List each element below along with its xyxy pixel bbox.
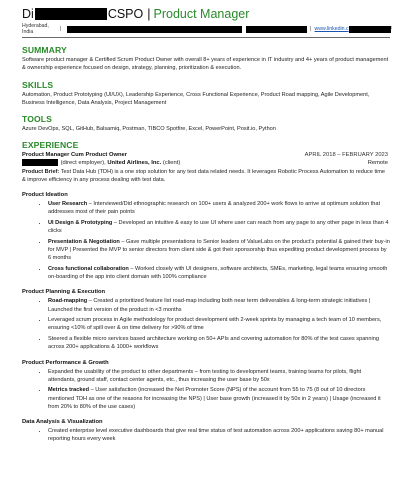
product-brief	[22, 168, 388, 185]
bullet-item	[48, 200, 390, 217]
bullet-item	[48, 368, 390, 385]
contact-pipe-1: |	[59, 26, 61, 32]
linkedin-tail: /	[390, 26, 393, 32]
contact-line	[22, 25, 392, 33]
client-name: United Airlines, Inc.	[107, 160, 162, 167]
job-title-header: Product Manager	[153, 7, 250, 21]
skills-heading: SKILLS	[22, 79, 54, 90]
bullet-list	[22, 368, 390, 412]
bullet-item	[48, 238, 390, 263]
group-heading: Product Planning & Execution	[22, 289, 106, 296]
bullet-item	[48, 386, 390, 411]
employer-line	[22, 159, 180, 166]
bullet-text: Expanded the usability of the product to other departments – from testing to development teams, training teams for pilots, flight attendants, ground staff, contact center agents, etc., thus increasing the user base by 50x	[48, 368, 362, 383]
bullet-text: Leveraged scrum process in Agile methodology for product development with 2-week sprints by managing a tech team of 10 members, ensuring <10% of spill over & on time delivery for >90% of time	[48, 317, 382, 332]
bullet-list	[22, 200, 390, 281]
summary-text: Software product manager & Certified Scrum Product Owner with overall 8+ years of experience in IT industry and 4+ years of product management & ownership experience focused on design, strategy, planning, prioritization & execution.	[22, 57, 389, 72]
brief-label: Product Brief:	[22, 168, 60, 175]
summary-heading: SUMMARY	[22, 45, 67, 55]
bullet-item	[48, 427, 390, 444]
skills-text: Automation, Product Prototyping (UI/UX), Leadership Experience, Cross Functional Experience, Product Road mapping, Agile Development, Business Intelligence, Data Analysis, Project Management	[22, 91, 370, 106]
employer-suffix: (client)	[162, 160, 181, 167]
bullet-list	[22, 297, 390, 351]
job-header	[22, 152, 388, 158]
job-title: Product Manager Cum Product Owner	[22, 152, 128, 159]
group-heading: Data Analysis & Visualization	[22, 419, 103, 426]
bullet-text: Created enterprise level executive dashboards that give real time status of test automation across 200+ applications saving 80+ manual reporting hours every week	[48, 428, 384, 443]
experience-groups	[22, 192, 392, 444]
bullet-lead: User Research	[48, 201, 88, 208]
location-text: Hyderabad, India	[22, 23, 49, 35]
bullet-lead: Presentation & Negotiation	[48, 238, 120, 245]
employer-row	[22, 159, 388, 166]
bullet-text: Steered a flexible micro services based architecture working on 50+ APIs and covering automation for 80% of the test cases spanning across 200+ applications & 1000+ workflows	[48, 335, 379, 351]
bullet-item	[48, 335, 390, 352]
title-separator: |	[147, 7, 151, 21]
bullet-text: – Developed an intuitive & easy to use UI where user can reach from any page to any other page in less than 4 clicks	[48, 219, 389, 235]
group-heading: Product Performance & Growth	[22, 359, 109, 366]
certification-suffix: CSPO	[107, 7, 144, 21]
job-dates: APRIL 2018 – FEBRUARY 2023	[304, 152, 388, 159]
redacted-contact-1	[67, 26, 242, 33]
bullet-list	[22, 427, 390, 444]
group-heading: Product Ideation	[22, 192, 68, 199]
linkedin-link[interactable]: www.linkedin.c	[314, 26, 349, 32]
bullet-item	[48, 219, 390, 236]
bullet-text: – Worked closely with UI designers, software architects, SMEs, marketing, legal teams ensuring smooth on-boarding of the app into client domain with 100% compliance	[48, 265, 388, 281]
bullet-text: – Created a prioritized feature list road-map including both near term deliverables & long-term strategic initiatives | Launched the first version of the product in <3 months	[48, 298, 371, 313]
bullet-item	[48, 297, 390, 314]
brief-text: Test Data Hub (TDH) is a one stop solution for any test data related needs. It leverages Robotic Process Automation to reduce time & improve efficiency in any process dealing with test data.	[22, 168, 386, 183]
redacted-contact-2	[246, 26, 307, 33]
bullet-lead: Metrics tracked	[48, 387, 90, 394]
redacted-linkedin	[349, 26, 391, 33]
work-mode: Remote	[367, 160, 388, 166]
employer-prefix: (direct employer),	[60, 160, 106, 167]
experience-heading: EXPERIENCE	[22, 140, 79, 151]
redacted-name	[35, 8, 107, 20]
contact-pipe-2: |	[310, 26, 312, 32]
bullet-text: – Interviewed/Did ethnographic research on 100+ users & analyzed 200+ work flows to arrive at optimum solution that addresses most of their pain points	[48, 201, 381, 216]
bullet-item	[48, 316, 390, 333]
tools-heading: TOOLS	[22, 114, 52, 125]
bullet-lead: Road-mapping	[48, 298, 88, 305]
header-divider	[22, 37, 390, 38]
bullet-item	[48, 265, 390, 282]
tools-text: Azure DevOps, SQL, GitHub, Balsamiq, Postman, TIBCO Spotfire, Excel, PowerPoint, Posit.io, Python	[22, 126, 276, 133]
candidate-name-prefix: Di	[22, 7, 34, 21]
redacted-employer	[22, 159, 58, 166]
bullet-lead: UI Design & Prototyping	[48, 219, 113, 226]
bullet-text: – User satisfaction (increased the Net Promoter Score (NPS) of the account from 55 to 75 (8 out of 10 directors mentioned TDH as one of the reasons for increasing the NPS) | User base growth (increased it by 50x in 2 years) | Usage (increased it from 20% to 80% of the use cases)	[48, 387, 381, 410]
bullet-text: – Gave multiple presentations to Senior leaders of ValueLabs on the product’s potential & gained their buy-in for MVP | Presented the MVP to senior directors from client side & got their sponsorship thus expediting product development process by 6 months	[48, 238, 390, 262]
name-header	[22, 6, 392, 22]
bullet-lead: Cross functional collaboration	[48, 265, 129, 272]
